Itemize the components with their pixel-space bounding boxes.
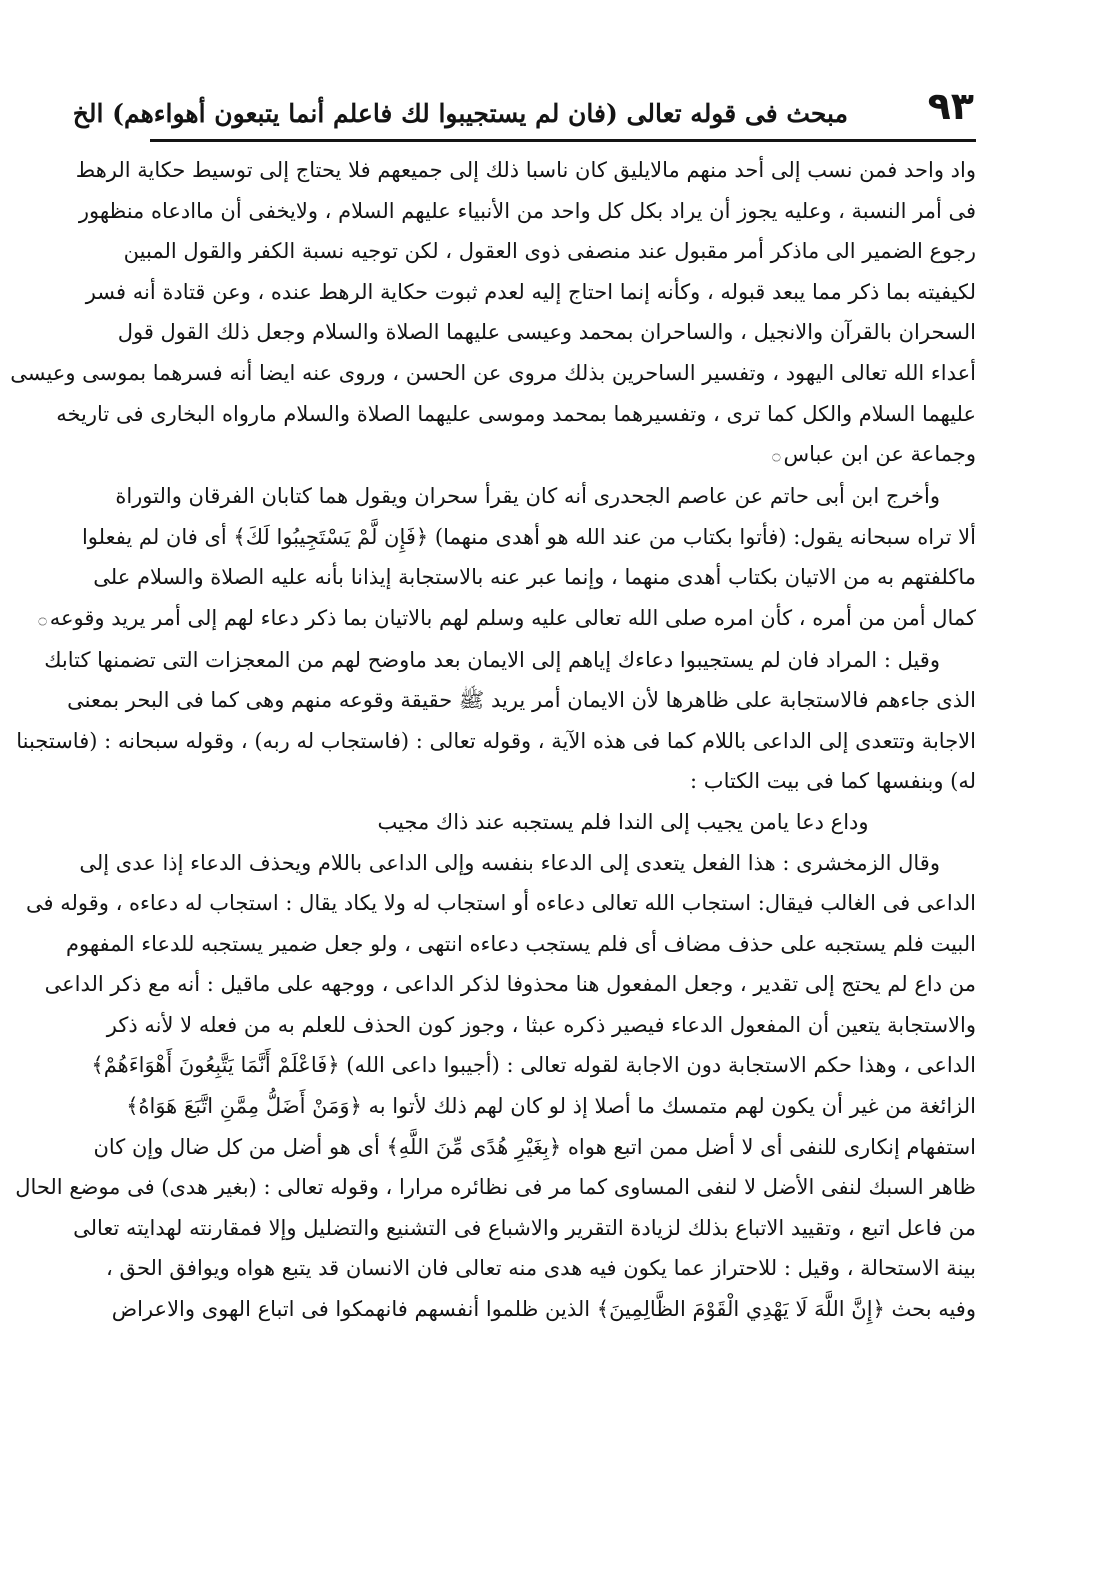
text-line: الذى جاءهم فالاستجابة على ظاهرها لأن الايمان أمر يريد ﷺ حقيقة وقوعه منهم وهى كما فى البحر بمعنى xyxy=(67,688,976,713)
text-line: ظاهر السبك لنفى الأضل لا لنفى المساوى كما مر فى نظائره مرارا ، وقوله تعالى : (بغير هدى) فى موضع الحال xyxy=(15,1175,976,1200)
text-line xyxy=(150,434,976,476)
text-line: واد واحد فمن نسب إلى أحد منهم مالايليق كان ناسبا ذلك إلى جميعهم فلا يحتاج إلى توسيط حكاية الرهط xyxy=(75,158,976,182)
text-line: له) وبنفسها كما فى بيت الكتاب : xyxy=(690,769,976,794)
text-line: استفهام إنكارى للنفى أى لا أضل ممن اتبع هواه ﴿بِغَيْرِ هُدًى مِّنَ اللَّهِ﴾ أى هو أضل من كل ضال وإن كان xyxy=(93,1134,976,1159)
text-line xyxy=(38,598,976,640)
paragraph-2 xyxy=(38,476,976,640)
text-line: من داع لم يحتج إلى تقدير ، وجعل المفعول هنا محذوفا لذكر الداعى ، ووجهه على ماقيل : أنه مع ذكر الداعى xyxy=(44,972,976,997)
poetry-verse: وداع دعا يامن يجيب إلى الندا فلم يستجبه عند ذاك مجيب xyxy=(377,809,869,834)
text-line: الزائغة من غير أن يكون لهم متمسك ما أصلا إذ لو كان لهم ذلك لأتوا به ﴿وَمَنْ أَضَلُّ مِمَّنِ اتَّبَعَ هَوَاهُ﴾ xyxy=(126,1094,976,1119)
text-line: وأخرج ابن أبى حاتم عن عاصم الجحدرى أنه كان يقرأ سحران ويقول هما كتابان الفرقان والتوراة xyxy=(115,483,940,508)
text-line: رجوع الضمير الى ماذكر أمر مقبول عند منصفى ذوى العقول ، لكن توجيه نسبة الكفر والقول المبين xyxy=(123,239,976,264)
page-header xyxy=(72,84,976,136)
text-line: فى أمر النسبة ، وعليه يجوز أن يراد بكل كل واحد من الأنبياء عليهم السلام ، ولايخفى أن ماادعاه منظهور xyxy=(78,198,976,223)
paragraph-1 xyxy=(10,150,976,476)
text-line: والاستجابة يتعين أن المفعول الدعاء فيصير ذكره عبثا ، وجوز كون الحذف للعلم به من فعله لا لأنه ذكر xyxy=(106,1012,976,1037)
text-line-content: وجماعة عن ابن عباس xyxy=(783,442,976,467)
paragraph-3 xyxy=(16,640,976,802)
text-line: وفيه بحث ﴿إِنَّ اللَّهَ لَا يَهْدِي الْقَوْمَ الظَّالِمِينَ﴾ الذين ظلموا أنفسهم فانهمكوا فى اتباع الهوى والاعراض xyxy=(111,1297,976,1322)
paragraph-end-mark-icon: ۝ xyxy=(38,610,47,627)
paragraph-4 xyxy=(15,843,976,1330)
page-number: ٩٣ xyxy=(927,84,974,128)
paragraph-end-mark-icon: ۝ xyxy=(772,447,781,464)
text-line: ألا تراه سبحانه يقول: (فأتوا بكتاب من عند الله هو أهدى منهما) ﴿فَإِن لَّمْ يَسْتَجِيبُوا لَكَ﴾ أى فان لم يفعلوا xyxy=(81,524,976,549)
text-line: الداعى فى الغالب فيقال: استجاب الله تعالى دعاءه أو استجاب له ولا يكاد يقال : استجاب له دعاءه ، وقوله فى xyxy=(26,891,976,916)
text-line: البيت فلم يستجبه على حذف مضاف أى فلم يستجب دعاءه انتهى ، ولو جعل ضمير يستجبه للدعاء المفهوم xyxy=(66,931,976,956)
running-title: مبحث فی قوله تعالى (فان لم يستجيبوا لك فاعلم أنما يتبعون أهواءهم) الخ xyxy=(72,99,848,128)
text-line: أعداء الله تعالى اليهود ، وتفسير الساحرين بذلك مروى عن الحسن ، وروى عنه ايضا أنه فسرهما بموسى وعيسى xyxy=(10,360,976,385)
text-line: وقال الزمخشرى : هذا الفعل يتعدى إلى الدعاء بنفسه وإلى الداعى باللام ويحذف الدعاء إذا عدى إلى xyxy=(79,850,940,875)
text-line: ماكلفتهم به من الاتيان بكتاب أهدى منهما ، وإنما عبر عنه بالاستجابة إيذانا بأنه عليه الصلاة والسلام على xyxy=(93,565,976,590)
body-text xyxy=(10,150,976,1330)
header-divider xyxy=(150,139,976,142)
text-line: الاجابة وتتعدى إلى الداعى باللام كما فى هذه الآية ، وقوله تعالى : (فاستجاب له ربه) ، وقوله سبحانه : (فاستجبنا xyxy=(16,728,976,753)
text-line: بينة الاستحالة ، وقيل : للاحتراز عما يكون فيه هدى منه تعالى فان الانسان قد يتبع هواه ويوافق الحق ، xyxy=(105,1256,976,1281)
text-line: لكيفيته بما ذكر مما يبعد قبوله ، وكأنه إنما احتاج إليه لعدم ثبوت حكاية الرهط عنده ، وعن قتادة أنه فسر xyxy=(85,279,976,304)
text-line: السحران بالقرآن والانجيل ، والساحران بمحمد وعيسى عليهما الصلاة والسلام وجعل ذلك القول قول xyxy=(117,320,976,345)
text-line: عليهما السلام والكل كما ترى ، وتفسيرهما بمحمد وموسى عليهما الصلاة والسلام مارواه البخارى فى تاريخه xyxy=(56,401,976,426)
text-line-content: كمال أمن من أمره ، كأن امره صلى الله تعالى عليه وسلم لهم بالاتيان بما ذكر دعاء لهم إلى أمر يريد وقوعه xyxy=(49,605,976,630)
text-line: الداعى ، وهذا حكم الاستجابة دون الاجابة لقوله تعالى : (أجيبوا داعى الله) ﴿فَاعْلَمْ أَنَّمَا يَتَّبِعُونَ أَهْوَاءَهُمْ﴾ xyxy=(91,1053,976,1078)
text-line: وقيل : المراد فان لم يستجيبوا دعاءك إياهم إلى الايمان بعد ماوضح لهم من المعجزات التى تضمنها كتابك xyxy=(44,647,940,672)
text-line: من فاعل اتبع ، وتقييد الاتباع بذلك لزيادة التقرير والاشباع فى التشنيع والتضليل وإلا فمقارنته لهدايته تعالى xyxy=(73,1215,976,1240)
